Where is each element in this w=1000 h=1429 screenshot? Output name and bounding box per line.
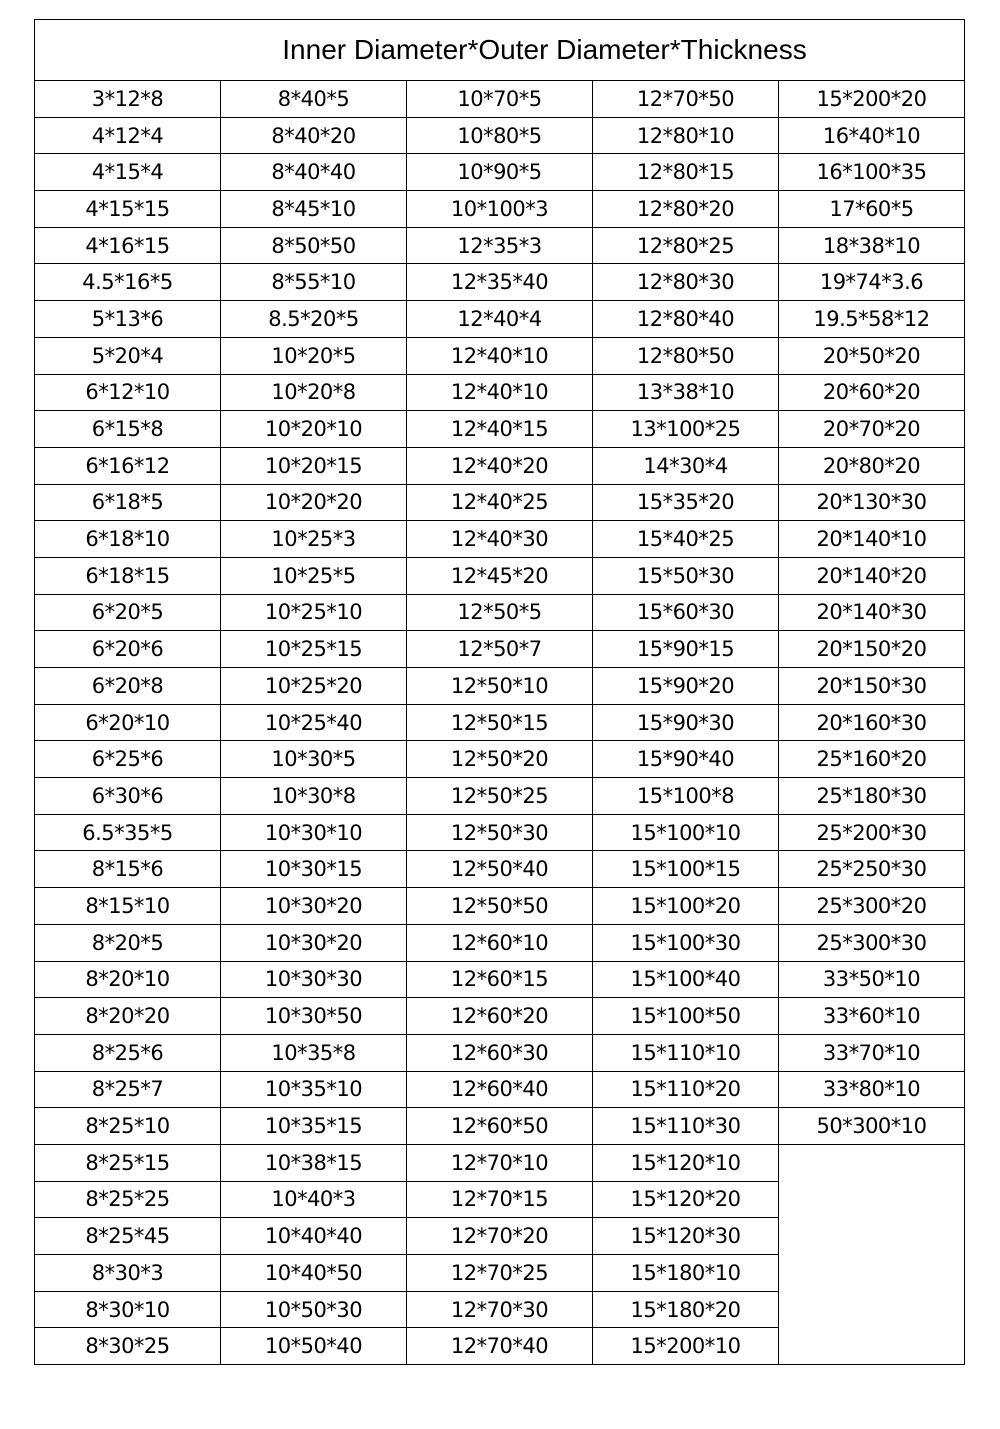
size-cell: 15*110*10 bbox=[593, 1034, 779, 1071]
size-cell: 25*180*30 bbox=[779, 778, 965, 815]
size-cell: 33*70*10 bbox=[779, 1034, 965, 1071]
size-cell: 12*60*20 bbox=[407, 998, 593, 1035]
size-cell: 20*160*30 bbox=[779, 704, 965, 741]
size-cell: 10*40*40 bbox=[221, 1218, 407, 1255]
size-cell: 8*40*40 bbox=[221, 154, 407, 191]
table-row bbox=[35, 814, 965, 851]
size-cell: 15*90*30 bbox=[593, 704, 779, 741]
size-cell: 12*40*15 bbox=[407, 411, 593, 448]
size-cell: 4*15*15 bbox=[35, 191, 221, 228]
size-cell: 6*25*6 bbox=[35, 741, 221, 778]
size-cell: 12*50*50 bbox=[407, 888, 593, 925]
size-cell: 12*70*50 bbox=[593, 81, 779, 118]
size-cell: 10*30*5 bbox=[221, 741, 407, 778]
size-cell: 8*20*10 bbox=[35, 961, 221, 998]
header-row bbox=[35, 20, 965, 81]
size-cell: 12*50*10 bbox=[407, 668, 593, 705]
size-cell: 15*60*30 bbox=[593, 594, 779, 631]
size-cell: 12*70*25 bbox=[407, 1255, 593, 1292]
size-cell: 12*80*15 bbox=[593, 154, 779, 191]
size-cell: 12*70*30 bbox=[407, 1291, 593, 1328]
size-cell: 10*90*5 bbox=[407, 154, 593, 191]
size-cell: 10*30*20 bbox=[221, 888, 407, 925]
size-cell: 15*120*20 bbox=[593, 1181, 779, 1218]
table-row bbox=[35, 851, 965, 888]
size-cell: 4.5*16*5 bbox=[35, 264, 221, 301]
size-cell: 20*80*20 bbox=[779, 447, 965, 484]
size-cell: 12*70*10 bbox=[407, 1144, 593, 1181]
size-cell: 8*20*5 bbox=[35, 924, 221, 961]
size-cell: 10*30*8 bbox=[221, 778, 407, 815]
table-row bbox=[35, 631, 965, 668]
size-cell: 15*50*30 bbox=[593, 557, 779, 594]
size-cell: 15*100*10 bbox=[593, 814, 779, 851]
table-row bbox=[35, 411, 965, 448]
size-cell: 12*40*4 bbox=[407, 301, 593, 338]
size-cell: 10*38*15 bbox=[221, 1144, 407, 1181]
size-cell: 19*74*3.6 bbox=[779, 264, 965, 301]
size-cell: 8*25*10 bbox=[35, 1108, 221, 1145]
size-cell: 12*70*40 bbox=[407, 1328, 593, 1365]
size-cell: 6*18*10 bbox=[35, 521, 221, 558]
size-cell: 25*200*30 bbox=[779, 814, 965, 851]
size-cell: 10*25*5 bbox=[221, 557, 407, 594]
size-cell: 17*60*5 bbox=[779, 191, 965, 228]
size-cell: 6*30*6 bbox=[35, 778, 221, 815]
size-cell: 10*25*15 bbox=[221, 631, 407, 668]
size-cell: 15*110*30 bbox=[593, 1108, 779, 1145]
table-title: Inner Diameter*Outer Diameter*Thickness bbox=[35, 20, 965, 81]
size-cell: 15*100*20 bbox=[593, 888, 779, 925]
size-cell: 8*25*45 bbox=[35, 1218, 221, 1255]
size-cell: 6*18*15 bbox=[35, 557, 221, 594]
size-cell: 12*80*10 bbox=[593, 117, 779, 154]
table-row bbox=[35, 594, 965, 631]
size-cell: 20*140*10 bbox=[779, 521, 965, 558]
size-cell: 10*20*5 bbox=[221, 337, 407, 374]
size-cell: 10*40*3 bbox=[221, 1181, 407, 1218]
size-cell: 15*120*10 bbox=[593, 1144, 779, 1181]
size-cell: 12*40*10 bbox=[407, 374, 593, 411]
size-cell: 6*18*5 bbox=[35, 484, 221, 521]
size-cell: 15*100*40 bbox=[593, 961, 779, 998]
size-cell: 50*300*10 bbox=[779, 1108, 965, 1145]
size-cell: 25*300*20 bbox=[779, 888, 965, 925]
size-cell: 8*25*15 bbox=[35, 1144, 221, 1181]
size-cell: 15*90*40 bbox=[593, 741, 779, 778]
size-cell: 20*130*30 bbox=[779, 484, 965, 521]
size-cell: 15*110*20 bbox=[593, 1071, 779, 1108]
size-cell: 8*45*10 bbox=[221, 191, 407, 228]
size-cell: 16*40*10 bbox=[779, 117, 965, 154]
size-cell: 20*150*30 bbox=[779, 668, 965, 705]
size-cell: 12*35*3 bbox=[407, 227, 593, 264]
table-row bbox=[35, 998, 965, 1035]
size-cell: 20*150*20 bbox=[779, 631, 965, 668]
size-table bbox=[34, 19, 965, 1365]
size-cell: 10*50*30 bbox=[221, 1291, 407, 1328]
size-cell: 25*250*30 bbox=[779, 851, 965, 888]
size-cell: 10*35*8 bbox=[221, 1034, 407, 1071]
table-row bbox=[35, 888, 965, 925]
size-cell: 5*13*6 bbox=[35, 301, 221, 338]
size-cell: 12*60*40 bbox=[407, 1071, 593, 1108]
table-row bbox=[35, 301, 965, 338]
table-row bbox=[35, 521, 965, 558]
size-cell: 8*30*3 bbox=[35, 1255, 221, 1292]
size-cell: 20*140*20 bbox=[779, 557, 965, 594]
size-cell: 10*35*15 bbox=[221, 1108, 407, 1145]
size-cell: 12*40*25 bbox=[407, 484, 593, 521]
size-cell: 12*80*40 bbox=[593, 301, 779, 338]
size-cell: 12*60*10 bbox=[407, 924, 593, 961]
size-cell: 10*30*50 bbox=[221, 998, 407, 1035]
size-cell: 15*180*20 bbox=[593, 1291, 779, 1328]
table-row bbox=[35, 778, 965, 815]
size-cell: 12*70*15 bbox=[407, 1181, 593, 1218]
size-cell: 20*60*20 bbox=[779, 374, 965, 411]
size-cell: 12*40*20 bbox=[407, 447, 593, 484]
size-cell: 10*20*8 bbox=[221, 374, 407, 411]
size-cell: 10*25*3 bbox=[221, 521, 407, 558]
size-cell: 12*50*25 bbox=[407, 778, 593, 815]
size-cell: 15*200*10 bbox=[593, 1328, 779, 1365]
size-cell: 8*40*5 bbox=[221, 81, 407, 118]
size-cell: 14*30*4 bbox=[593, 447, 779, 484]
size-cell: 10*80*5 bbox=[407, 117, 593, 154]
table-row bbox=[35, 668, 965, 705]
size-cell: 19.5*58*12 bbox=[779, 301, 965, 338]
table-row bbox=[35, 1034, 965, 1071]
size-cell: 10*70*5 bbox=[407, 81, 593, 118]
size-cell: 10*50*40 bbox=[221, 1328, 407, 1365]
size-cell: 8*50*50 bbox=[221, 227, 407, 264]
size-cell: 8*25*7 bbox=[35, 1071, 221, 1108]
table-row bbox=[35, 117, 965, 154]
size-cell: 15*100*15 bbox=[593, 851, 779, 888]
size-cell: 25*300*30 bbox=[779, 924, 965, 961]
size-cell: 15*100*50 bbox=[593, 998, 779, 1035]
size-cell: 4*16*15 bbox=[35, 227, 221, 264]
table-row bbox=[35, 374, 965, 411]
size-cell: 4*15*4 bbox=[35, 154, 221, 191]
size-cell: 8*15*6 bbox=[35, 851, 221, 888]
empty-cell bbox=[779, 1144, 965, 1364]
size-cell: 33*80*10 bbox=[779, 1071, 965, 1108]
table-row bbox=[35, 1144, 965, 1181]
size-cell: 12*40*10 bbox=[407, 337, 593, 374]
size-cell: 10*100*3 bbox=[407, 191, 593, 228]
size-cell: 20*140*30 bbox=[779, 594, 965, 631]
size-cell: 33*50*10 bbox=[779, 961, 965, 998]
size-cell: 12*80*20 bbox=[593, 191, 779, 228]
size-cell: 10*20*10 bbox=[221, 411, 407, 448]
size-cell: 33*60*10 bbox=[779, 998, 965, 1035]
size-cell: 16*100*35 bbox=[779, 154, 965, 191]
size-cell: 20*70*20 bbox=[779, 411, 965, 448]
size-cell: 15*100*30 bbox=[593, 924, 779, 961]
size-cell: 8*55*10 bbox=[221, 264, 407, 301]
size-cell: 15*200*20 bbox=[779, 81, 965, 118]
table-row bbox=[35, 81, 965, 118]
size-cell: 18*38*10 bbox=[779, 227, 965, 264]
size-cell: 6*20*5 bbox=[35, 594, 221, 631]
size-cell: 15*180*10 bbox=[593, 1255, 779, 1292]
size-cell: 12*60*50 bbox=[407, 1108, 593, 1145]
table-row bbox=[35, 961, 965, 998]
size-cell: 8*25*6 bbox=[35, 1034, 221, 1071]
size-cell: 12*50*15 bbox=[407, 704, 593, 741]
size-cell: 20*50*20 bbox=[779, 337, 965, 374]
size-cell: 10*25*20 bbox=[221, 668, 407, 705]
size-cell: 13*100*25 bbox=[593, 411, 779, 448]
size-cell: 6*16*12 bbox=[35, 447, 221, 484]
table-row bbox=[35, 1108, 965, 1145]
size-cell: 12*40*30 bbox=[407, 521, 593, 558]
table-row bbox=[35, 337, 965, 374]
size-cell: 12*80*30 bbox=[593, 264, 779, 301]
table-row bbox=[35, 1071, 965, 1108]
size-cell: 6*20*6 bbox=[35, 631, 221, 668]
size-cell: 12*80*25 bbox=[593, 227, 779, 264]
size-cell: 10*30*20 bbox=[221, 924, 407, 961]
table-row bbox=[35, 924, 965, 961]
size-cell: 10*30*30 bbox=[221, 961, 407, 998]
table-row bbox=[35, 484, 965, 521]
size-cell: 8*30*10 bbox=[35, 1291, 221, 1328]
table-row bbox=[35, 264, 965, 301]
size-cell: 12*50*30 bbox=[407, 814, 593, 851]
size-cell: 12*50*7 bbox=[407, 631, 593, 668]
table-row bbox=[35, 704, 965, 741]
size-cell: 15*120*30 bbox=[593, 1218, 779, 1255]
size-cell: 12*50*20 bbox=[407, 741, 593, 778]
size-cell: 15*100*8 bbox=[593, 778, 779, 815]
size-cell: 6.5*35*5 bbox=[35, 814, 221, 851]
table-row bbox=[35, 191, 965, 228]
size-cell: 10*25*40 bbox=[221, 704, 407, 741]
size-cell: 12*60*15 bbox=[407, 961, 593, 998]
table-row bbox=[35, 557, 965, 594]
size-cell: 12*50*5 bbox=[407, 594, 593, 631]
size-cell: 8*30*25 bbox=[35, 1328, 221, 1365]
size-cell: 12*45*20 bbox=[407, 557, 593, 594]
size-cell: 4*12*4 bbox=[35, 117, 221, 154]
table-row bbox=[35, 741, 965, 778]
size-cell: 15*90*20 bbox=[593, 668, 779, 705]
table-row bbox=[35, 227, 965, 264]
size-cell: 15*90*15 bbox=[593, 631, 779, 668]
size-cell: 15*40*25 bbox=[593, 521, 779, 558]
size-cell: 8*40*20 bbox=[221, 117, 407, 154]
size-cell: 13*38*10 bbox=[593, 374, 779, 411]
size-cell: 10*20*20 bbox=[221, 484, 407, 521]
size-cell: 6*20*10 bbox=[35, 704, 221, 741]
size-cell: 6*20*8 bbox=[35, 668, 221, 705]
size-cell: 6*15*8 bbox=[35, 411, 221, 448]
size-cell: 8*25*25 bbox=[35, 1181, 221, 1218]
size-cell: 10*40*50 bbox=[221, 1255, 407, 1292]
size-cell: 12*60*30 bbox=[407, 1034, 593, 1071]
size-cell: 12*80*50 bbox=[593, 337, 779, 374]
size-cell: 10*25*10 bbox=[221, 594, 407, 631]
size-cell: 12*50*40 bbox=[407, 851, 593, 888]
size-cell: 5*20*4 bbox=[35, 337, 221, 374]
size-cell: 10*20*15 bbox=[221, 447, 407, 484]
size-cell: 8.5*20*5 bbox=[221, 301, 407, 338]
size-cell: 12*70*20 bbox=[407, 1218, 593, 1255]
size-cell: 10*30*15 bbox=[221, 851, 407, 888]
table-row bbox=[35, 447, 965, 484]
table-body bbox=[35, 81, 965, 1365]
size-cell: 8*15*10 bbox=[35, 888, 221, 925]
size-cell: 3*12*8 bbox=[35, 81, 221, 118]
size-cell: 10*35*10 bbox=[221, 1071, 407, 1108]
size-cell: 15*35*20 bbox=[593, 484, 779, 521]
size-cell: 6*12*10 bbox=[35, 374, 221, 411]
size-cell: 12*35*40 bbox=[407, 264, 593, 301]
size-cell: 10*30*10 bbox=[221, 814, 407, 851]
table-row bbox=[35, 154, 965, 191]
size-cell: 8*20*20 bbox=[35, 998, 221, 1035]
size-cell: 25*160*20 bbox=[779, 741, 965, 778]
